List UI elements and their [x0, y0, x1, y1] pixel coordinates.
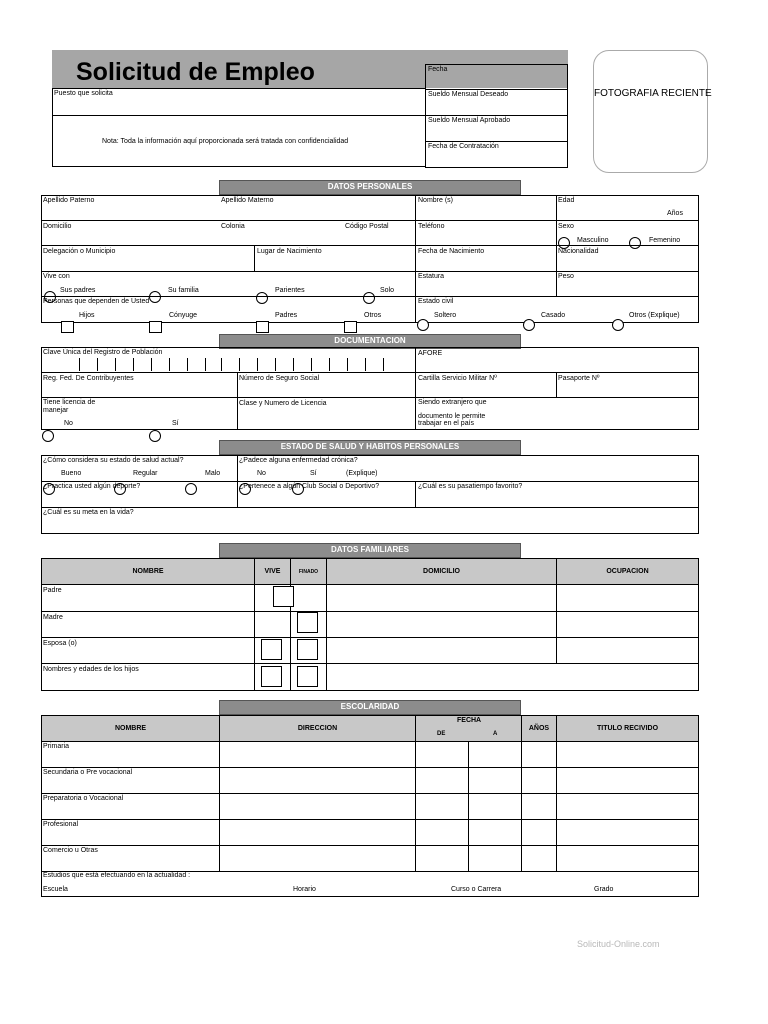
- estatura-label: Estatura: [418, 273, 445, 280]
- hijos-checkbox[interactable]: [61, 321, 74, 333]
- femenino-label: Femenino: [649, 237, 681, 244]
- table-cell[interactable]: [556, 819, 699, 846]
- escolaridad-fecha-label: FECHA: [457, 717, 482, 724]
- table-cell[interactable]: [415, 819, 469, 846]
- apellido-materno-label: Apellido Materno: [221, 197, 274, 204]
- table-cell[interactable]: [41, 584, 255, 612]
- grado-label: Grado: [594, 886, 614, 893]
- sus-padres-label: Sus padres: [60, 287, 96, 294]
- conyuge-checkbox[interactable]: [149, 321, 162, 333]
- familiares-header-vive-text: VIVE: [264, 568, 281, 575]
- table-cell[interactable]: [468, 793, 522, 820]
- cartilla-label: Cartilla Servicio Militar Nº: [418, 375, 497, 382]
- escolaridad-a-label: A: [493, 731, 498, 737]
- extranjero-label-2: documento le permite: [418, 413, 486, 420]
- puesto-label: Puesto que solicita: [54, 90, 113, 97]
- fecha-contratacion-label: Fecha de Contratación: [428, 143, 499, 150]
- horario-label: Horario: [293, 886, 316, 893]
- rfc-label: Reg. Fed. De Contribuyentes: [43, 375, 134, 382]
- peso-label: Peso: [558, 273, 574, 280]
- soltero-label: Soltero: [434, 312, 457, 319]
- table-cell[interactable]: [41, 611, 255, 638]
- nivel-label: Primaria: [43, 743, 70, 750]
- table-cell[interactable]: [556, 767, 699, 794]
- section-salud: ESTADO DE SALUD Y HABITOS PERSONALES: [219, 440, 521, 455]
- section-datos-personales: DATOS PERSONALES: [219, 180, 521, 195]
- escolaridad-header-titulo: [556, 715, 699, 742]
- table-cell[interactable]: [468, 767, 522, 794]
- curp-label: Clave Única del Registro de Población: [43, 349, 163, 356]
- esposa-vive-checkbox[interactable]: [261, 639, 282, 660]
- anos-label: Años: [667, 210, 683, 217]
- table-cell[interactable]: [326, 637, 557, 664]
- table-cell: [290, 584, 327, 612]
- familiares-header-domicilio-text: DOMICILIO: [423, 568, 460, 575]
- familiares-header-finado: [290, 558, 327, 585]
- lugar-nacimiento-label: Lugar de Nacimiento: [257, 248, 322, 255]
- table-cell[interactable]: [415, 741, 469, 768]
- section-escolaridad: ESCOLARIDAD: [219, 700, 521, 715]
- licencia-si-label: Sí: [172, 420, 179, 427]
- dependientes-label: Personas que dependen de Usted: [43, 298, 150, 305]
- table-cell[interactable]: [219, 741, 416, 768]
- extranjero-label-3: trabajar en el país: [418, 420, 475, 427]
- licencia-no-label: No: [64, 420, 73, 427]
- nivel-label: Secundaria o Pre vocacional: [43, 769, 133, 776]
- escolaridad-header-nombre-text: NOMBRE: [114, 725, 147, 732]
- esposa-finado-checkbox[interactable]: [297, 639, 318, 660]
- table-cell[interactable]: [219, 767, 416, 794]
- enfermedad-no-label: No: [257, 470, 266, 477]
- sueldo-aprobado-label: Sueldo Mensual Aprobado: [428, 117, 511, 124]
- domicilio-label: Domicilio: [43, 223, 72, 230]
- otros-explique-label: Otros (Explique): [629, 312, 680, 319]
- padre-vive-checkbox[interactable]: [273, 586, 294, 607]
- escolaridad-de-label: DE: [437, 731, 446, 737]
- familiares-header-finado-text: FINADO: [298, 568, 319, 575]
- escolaridad-header-direccion-text: DIRECCION: [297, 725, 338, 732]
- licencia-si-radio[interactable]: [149, 430, 161, 442]
- extranjero-label-1: Siendo extranjero que: [418, 399, 487, 406]
- pasaporte-label: Pasaporte Nº: [558, 375, 600, 382]
- table-cell: [254, 611, 291, 638]
- nacionalidad-label: Nacionalidad: [558, 248, 599, 255]
- table-cell[interactable]: [219, 845, 416, 872]
- nota-text: Nota: Toda la información aquí proporcionada será tratada con confidencialidad: [102, 138, 349, 145]
- escolaridad-header-titulo-text: TITULO RECIVIDO: [596, 725, 659, 732]
- table-cell[interactable]: [521, 845, 557, 872]
- fecha-nacimiento-label: Fecha de Nacimiento: [418, 248, 485, 255]
- enfermedad-explique-label: (Explique): [346, 470, 378, 477]
- familiares-header-vive: [254, 558, 291, 585]
- vive-con-field: [41, 271, 416, 297]
- familiar-label: Esposa (o): [43, 640, 77, 647]
- otros-label: Otros: [364, 312, 382, 319]
- conyuge-label: Cónyuge: [169, 312, 198, 319]
- enfermedad-si-label: Sí: [310, 470, 317, 477]
- otros-checkbox[interactable]: [344, 321, 357, 333]
- photo-label: FOTOGRAFIA RECIENTE: [594, 88, 712, 99]
- section-datos-familiares: DATOS FAMILIARES: [219, 543, 521, 558]
- afore-field[interactable]: [415, 347, 699, 373]
- casado-radio[interactable]: [523, 319, 535, 331]
- table-cell[interactable]: [521, 767, 557, 794]
- familiar-label: Madre: [43, 614, 63, 621]
- familiares-header-nombre-text: NOMBRE: [132, 568, 164, 575]
- parientes-label: Parientes: [275, 287, 305, 294]
- enfermedad-label: ¿Padece alguna enfermedad crónica?: [239, 457, 358, 464]
- estado-salud-label: ¿Cómo considera su estado de salud actual?: [43, 457, 184, 464]
- hijos-label: Hijos: [79, 312, 95, 319]
- escolaridad-header-anos: [521, 715, 557, 742]
- table-cell[interactable]: [556, 845, 699, 872]
- table-cell[interactable]: [556, 741, 699, 768]
- page-title: Solicitud de Empleo: [76, 58, 315, 86]
- familiares-header-ocupacion: [556, 558, 699, 585]
- hijos-finado-checkbox[interactable]: [297, 666, 318, 687]
- licencia-label: Tiene licencia de manejar: [43, 399, 96, 414]
- table-cell[interactable]: [521, 741, 557, 768]
- familiar-label: Padre: [43, 587, 62, 594]
- table-cell[interactable]: [468, 845, 522, 872]
- bueno-label: Bueno: [61, 470, 82, 477]
- meta-field[interactable]: [41, 507, 699, 534]
- licencia-no-radio[interactable]: [42, 430, 54, 442]
- familiar-label: Nombres y edades de los hijos: [43, 666, 139, 673]
- estado-civil-label: Estado civil: [418, 298, 454, 305]
- clase-licencia-label: Clase y Numero de Licencia: [239, 400, 327, 407]
- table-cell[interactable]: [556, 611, 699, 638]
- table-cell[interactable]: [219, 793, 416, 820]
- table-cell[interactable]: [326, 584, 557, 612]
- table-cell[interactable]: [415, 793, 469, 820]
- deporte-label: ¿Practica usted algún deporte?: [43, 483, 141, 490]
- club-label: ¿Pertenece a algún Club Social o Deportivo?: [239, 483, 380, 490]
- escolaridad-header-direccion: [219, 715, 416, 742]
- escolaridad-header-anos-text: AÑOS: [528, 725, 550, 732]
- delegacion-label: Delegación o Municipio: [43, 248, 116, 255]
- meta-label: ¿Cuál es su meta en la vida?: [43, 509, 134, 516]
- edad-label: Edad: [558, 197, 575, 204]
- table-cell[interactable]: [556, 793, 699, 820]
- table-cell[interactable]: [415, 767, 469, 794]
- sueldo-deseado-label: Sueldo Mensual Deseado: [428, 91, 509, 98]
- familiares-header-ocupacion-text: OCUPACION: [606, 568, 649, 575]
- peso-field[interactable]: [556, 271, 699, 297]
- table-cell[interactable]: [219, 819, 416, 846]
- vive-con-label: Vive con: [43, 273, 70, 280]
- hijos-vive-checkbox[interactable]: [261, 666, 282, 687]
- escuela-label: Escuela: [43, 886, 68, 893]
- soltero-radio[interactable]: [417, 319, 429, 331]
- madre-finado-checkbox[interactable]: [297, 612, 318, 633]
- otros-estado-radio[interactable]: [612, 319, 624, 331]
- su-familia-label: Su familia: [168, 287, 199, 294]
- colonia-label: Colonia: [221, 223, 245, 230]
- table-cell[interactable]: [326, 611, 557, 638]
- codigo-postal-label: Código Postal: [345, 223, 389, 230]
- table-cell[interactable]: [521, 793, 557, 820]
- familiares-header-domicilio: [326, 558, 557, 585]
- malo-label: Malo: [205, 470, 221, 477]
- curso-label: Curso o Carrera: [451, 886, 502, 893]
- table-cell[interactable]: [556, 584, 699, 612]
- masculino-label: Masculino: [577, 237, 609, 244]
- estudios-actuales-label: Estudios que está efectuando en la actualidad :: [43, 872, 191, 879]
- familiares-header-nombre: [41, 558, 255, 585]
- escolaridad-header-nombre: [41, 715, 220, 742]
- nivel-label: Comercio u Otras: [43, 847, 98, 854]
- padres-checkbox[interactable]: [256, 321, 269, 333]
- table-cell[interactable]: [556, 637, 699, 664]
- nss-label: Número de Seguro Social: [239, 375, 320, 382]
- solo-label: Solo: [380, 287, 395, 294]
- casado-label: Casado: [541, 312, 566, 319]
- footer-watermark: Solicitud-Online.com: [577, 939, 660, 949]
- fecha-label: Fecha: [428, 66, 448, 73]
- section-documentacion: DOCUMENTACION: [219, 334, 521, 349]
- table-cell[interactable]: [326, 663, 699, 691]
- table-cell[interactable]: [415, 845, 469, 872]
- table-cell[interactable]: [468, 819, 522, 846]
- nombres-label: Nombre (s): [418, 197, 454, 204]
- pasatiempo-label: ¿Cuál es su pasatiempo favorito?: [418, 483, 523, 490]
- apellido-paterno-label: Apellido Paterno: [43, 197, 95, 204]
- padres-label: Padres: [275, 312, 298, 319]
- table-cell[interactable]: [468, 741, 522, 768]
- nivel-label: Preparatoria o Vocacional: [43, 795, 124, 802]
- nivel-label: Profesional: [43, 821, 79, 828]
- telefono-label: Teléfono: [418, 223, 445, 230]
- afore-label: AFORE: [418, 350, 443, 357]
- sexo-label: Sexo: [558, 223, 574, 230]
- photo-box[interactable]: [593, 50, 708, 173]
- regular-label: Regular: [133, 470, 158, 477]
- table-cell[interactable]: [521, 819, 557, 846]
